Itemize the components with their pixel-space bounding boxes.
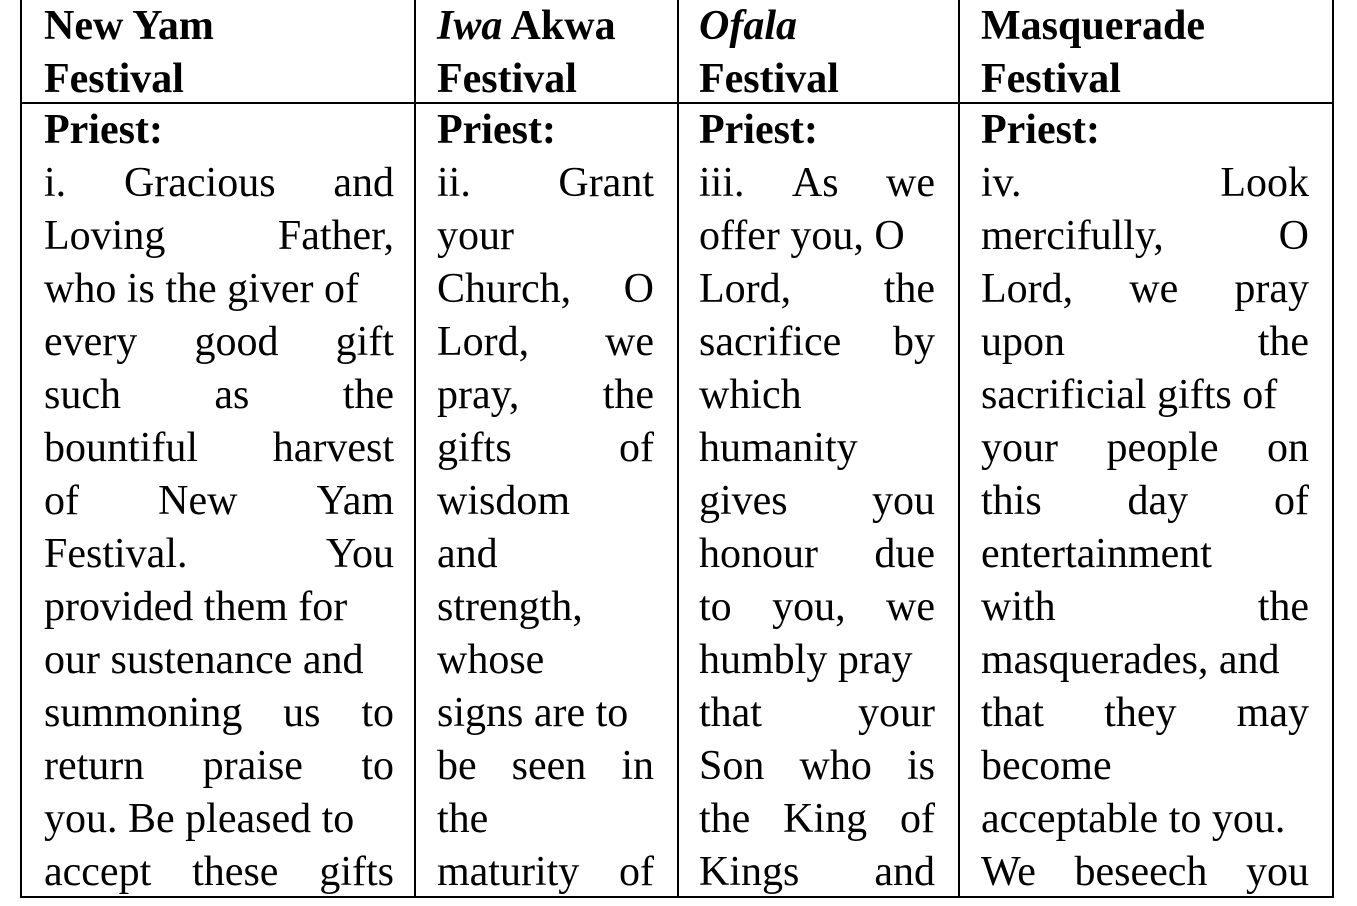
word: may bbox=[1236, 690, 1309, 736]
word: accept bbox=[44, 849, 152, 895]
word: Look bbox=[1220, 160, 1309, 206]
text-line bbox=[981, 475, 1309, 528]
word: Gracious bbox=[123, 160, 276, 206]
text-line bbox=[981, 581, 1309, 634]
word: we bbox=[886, 160, 935, 206]
text-line bbox=[44, 687, 394, 740]
column-divider bbox=[414, 0, 416, 896]
word: with bbox=[981, 584, 1056, 630]
word: the bbox=[1257, 319, 1309, 365]
word: who bbox=[799, 743, 872, 789]
text-line bbox=[699, 740, 935, 793]
word: people bbox=[1106, 425, 1219, 471]
text-line bbox=[699, 369, 935, 422]
word: these bbox=[192, 849, 279, 895]
word: and bbox=[333, 160, 394, 206]
festival-prayers-table bbox=[20, 0, 1334, 898]
word: iv. bbox=[981, 160, 1022, 206]
word: every bbox=[44, 319, 138, 365]
role-label: Priest: bbox=[44, 107, 163, 153]
word: maturity bbox=[437, 849, 580, 895]
word: we bbox=[886, 584, 935, 630]
text-line bbox=[44, 263, 394, 316]
text-line bbox=[44, 210, 394, 263]
text-line bbox=[437, 740, 654, 793]
word: due bbox=[874, 531, 935, 577]
text-line bbox=[44, 369, 394, 422]
word: harvest bbox=[272, 425, 394, 471]
word: summoning bbox=[44, 690, 243, 736]
text-line bbox=[437, 687, 654, 740]
word: and bbox=[437, 531, 498, 577]
word: this bbox=[981, 478, 1042, 524]
text-line bbox=[699, 687, 935, 740]
word: the bbox=[1257, 584, 1309, 630]
word: we bbox=[605, 319, 654, 365]
word: Festival. bbox=[44, 531, 188, 577]
text-line bbox=[44, 157, 394, 210]
word: become bbox=[981, 743, 1112, 789]
word: As bbox=[791, 160, 839, 206]
word: strength, bbox=[437, 584, 583, 630]
header-masquerade-festival bbox=[981, 0, 1321, 102]
word: beseech bbox=[1074, 849, 1208, 895]
text-line bbox=[44, 846, 394, 896]
word: you, bbox=[772, 584, 846, 630]
word: to bbox=[699, 584, 732, 630]
header-ofala-festival bbox=[699, 0, 949, 102]
word: signs are to bbox=[437, 690, 629, 736]
word: masquerades, and bbox=[981, 637, 1280, 683]
header-line2: Festival bbox=[437, 56, 577, 102]
text-line bbox=[437, 210, 654, 263]
header-bold: Masquerade bbox=[981, 3, 1205, 49]
text-line bbox=[981, 369, 1309, 422]
word: upon bbox=[981, 319, 1065, 365]
word: Lord, bbox=[437, 319, 530, 365]
word: New bbox=[158, 478, 238, 524]
header-bold: Akwa bbox=[502, 3, 616, 49]
text-line bbox=[437, 846, 654, 896]
word: Church, bbox=[437, 266, 572, 312]
cell-masquerade-prayer bbox=[981, 104, 1309, 896]
word: King bbox=[783, 796, 868, 842]
word: i. bbox=[44, 160, 67, 206]
word: iii. bbox=[699, 160, 745, 206]
header-line2: Festival bbox=[981, 56, 1121, 102]
word: and bbox=[874, 849, 935, 895]
word: us bbox=[283, 690, 321, 736]
word: our sustenance and bbox=[44, 637, 364, 683]
word: you bbox=[1246, 849, 1309, 895]
word: that bbox=[981, 690, 1044, 736]
word: is bbox=[906, 743, 935, 789]
word: wisdom bbox=[437, 478, 571, 524]
word: ii. bbox=[437, 160, 471, 206]
word: to bbox=[361, 690, 394, 736]
word: such bbox=[44, 372, 121, 418]
word: you bbox=[872, 478, 935, 524]
word: You bbox=[325, 531, 394, 577]
text-line bbox=[699, 316, 935, 369]
text-line bbox=[981, 210, 1309, 263]
header-italic: Ofala bbox=[699, 3, 797, 49]
word: to bbox=[361, 743, 394, 789]
text-line bbox=[699, 528, 935, 581]
text-line bbox=[44, 422, 394, 475]
word: we bbox=[1129, 266, 1179, 312]
text-line bbox=[981, 793, 1309, 846]
header-line2: Festival bbox=[44, 56, 184, 102]
text-line bbox=[44, 528, 394, 581]
text-line bbox=[699, 263, 935, 316]
word: Lord, bbox=[699, 266, 792, 312]
word: gifts bbox=[437, 425, 512, 471]
text-line bbox=[437, 422, 654, 475]
word: pray bbox=[1234, 266, 1309, 312]
word: O bbox=[623, 266, 654, 312]
word: entertainment bbox=[981, 531, 1212, 577]
text-line bbox=[981, 528, 1309, 581]
word: the bbox=[883, 266, 935, 312]
text-line bbox=[44, 740, 394, 793]
text-line bbox=[437, 369, 654, 422]
text-line bbox=[699, 475, 935, 528]
word: Father, bbox=[277, 213, 394, 259]
word: gifts bbox=[319, 849, 394, 895]
text-line bbox=[437, 316, 654, 369]
role-label: Priest: bbox=[437, 107, 556, 153]
text-line bbox=[699, 581, 935, 634]
text-line bbox=[437, 581, 654, 634]
word: of bbox=[1274, 478, 1309, 524]
text-line bbox=[699, 846, 935, 896]
text-line bbox=[981, 846, 1309, 896]
text-line bbox=[437, 528, 654, 581]
text-line bbox=[699, 210, 935, 263]
text-line bbox=[981, 740, 1309, 793]
cell-iwa-akwa-prayer bbox=[437, 104, 654, 896]
word: the bbox=[437, 796, 489, 842]
word: on bbox=[1266, 425, 1309, 471]
word: offer you, O bbox=[699, 213, 905, 259]
word: gift bbox=[335, 319, 394, 365]
word: humanity bbox=[699, 425, 858, 471]
word: that bbox=[699, 690, 762, 736]
text-line bbox=[44, 316, 394, 369]
word: seen bbox=[511, 743, 587, 789]
text-line bbox=[699, 634, 935, 687]
text-line bbox=[44, 793, 394, 846]
header-italic: Iwa bbox=[437, 3, 503, 49]
text-line bbox=[699, 157, 935, 210]
text-line bbox=[437, 157, 654, 210]
word: your bbox=[981, 425, 1058, 471]
text-line bbox=[981, 687, 1309, 740]
word: of bbox=[44, 478, 79, 524]
word: be bbox=[437, 743, 477, 789]
word: whose bbox=[437, 637, 545, 683]
word: mercifully, bbox=[981, 213, 1164, 259]
word: return bbox=[44, 743, 145, 789]
word: Yam bbox=[316, 478, 394, 524]
column-divider bbox=[958, 0, 960, 896]
word: Kings bbox=[699, 849, 800, 895]
word: honour bbox=[699, 531, 818, 577]
word: gives bbox=[699, 478, 788, 524]
role-label: Priest: bbox=[981, 107, 1100, 153]
word: bountiful bbox=[44, 425, 198, 471]
word: good bbox=[194, 319, 279, 365]
header-bold: New Yam bbox=[44, 3, 214, 49]
word: of bbox=[900, 796, 935, 842]
column-divider bbox=[677, 0, 679, 896]
word: We bbox=[981, 849, 1036, 895]
text-line bbox=[44, 581, 394, 634]
word: your bbox=[858, 690, 935, 736]
text-line bbox=[437, 263, 654, 316]
header-iwa-akwa-festival bbox=[437, 0, 667, 102]
text-line bbox=[981, 157, 1309, 210]
word: who is the giver of bbox=[44, 266, 359, 312]
word: Grant bbox=[558, 160, 654, 206]
word: sacrifice bbox=[699, 319, 842, 365]
word: O bbox=[1278, 213, 1309, 259]
cell-ofala-prayer bbox=[699, 104, 935, 896]
text-line bbox=[437, 475, 654, 528]
word: the bbox=[342, 372, 394, 418]
text-line bbox=[44, 475, 394, 528]
text-line bbox=[437, 793, 654, 846]
cell-new-yam-prayer bbox=[44, 104, 394, 896]
word: of bbox=[619, 425, 654, 471]
text-line bbox=[44, 634, 394, 687]
word: of bbox=[619, 849, 654, 895]
word: as bbox=[214, 372, 250, 418]
word: the bbox=[602, 372, 654, 418]
word: Loving bbox=[44, 213, 166, 259]
word: they bbox=[1104, 690, 1177, 736]
text-line bbox=[437, 634, 654, 687]
text-line bbox=[981, 422, 1309, 475]
word: by bbox=[893, 319, 935, 365]
word: day bbox=[1127, 478, 1189, 524]
word: Lord, bbox=[981, 266, 1074, 312]
header-line2: Festival bbox=[699, 56, 839, 102]
text-line bbox=[981, 316, 1309, 369]
word: which bbox=[699, 372, 802, 418]
word: pray, bbox=[437, 372, 520, 418]
word: the bbox=[699, 796, 751, 842]
word: Son bbox=[699, 743, 765, 789]
text-line bbox=[981, 634, 1309, 687]
word: you. Be pleased to bbox=[44, 796, 355, 842]
word: in bbox=[621, 743, 654, 789]
word: your bbox=[437, 213, 514, 259]
role-label: Priest: bbox=[699, 107, 818, 153]
word: acceptable to you. bbox=[981, 796, 1286, 842]
word: sacrificial gifts of bbox=[981, 372, 1278, 418]
text-line bbox=[981, 263, 1309, 316]
word: provided them for bbox=[44, 584, 348, 630]
word: humbly pray bbox=[699, 637, 913, 683]
header-new-yam-festival bbox=[44, 0, 404, 102]
text-line bbox=[699, 793, 935, 846]
word: praise bbox=[202, 743, 303, 789]
text-line bbox=[699, 422, 935, 475]
